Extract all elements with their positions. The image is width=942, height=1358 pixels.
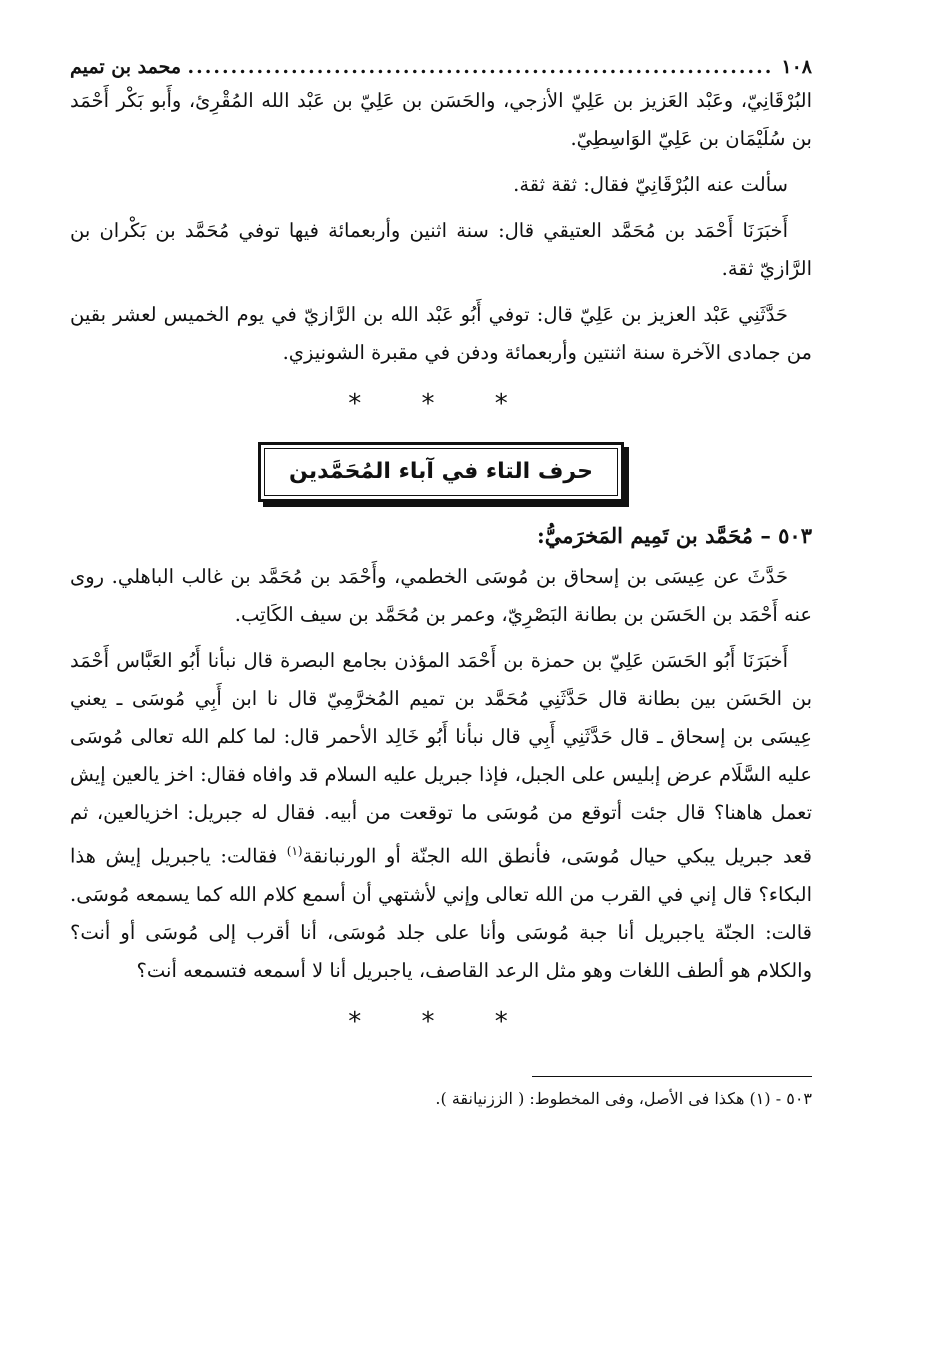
section-separator: * * * — [348, 1006, 534, 1037]
section-title-frame — [258, 442, 624, 502]
paragraph-text: فقالت: ياجبريل إيش هذا البكاء؟ قال إني في القرب من الله تعالى وإني لأشتهي أن أسمع كلام الله كما يسمعه مُوسَى. قالت: الجنّة ياجبريل أنا جبة مُوسَى وأنا على جلد مُوسَى، أنا أقرب إلى مُوسَى أو أنت؟ والكلام هو ألطف اللغات وهو مثل الرعد القاصف، ياجبريل أنا لا أسمعه فتسمعه أنت؟ — [70, 844, 812, 982]
running-title: محمد بن تميم — [70, 56, 182, 78]
section-title: حرف التاء في آباء المُحَمَّدين — [264, 448, 618, 496]
paragraph: حَدَّثَ عن عِيسَى بن إسحاق بن مُوسَى الخطمي، وأَحْمَد بن مُحَمَّد بن غالب الباهلي. روى عنه أَحْمَد بن الحَسَن بن بطانة البَصْرِيّ، وعمر بن مُحَمَّد بن سيف الكَاتِب. — [70, 565, 812, 626]
running-header — [70, 52, 812, 82]
page-number: ١٠٨ — [781, 56, 812, 78]
paragraph: سألت عنه البُرْقَانِيّ فقال: ثقة ثقة. — [513, 173, 788, 196]
paragraph: البُرْقَانِيّ، وعَبْد العَزيز بن عَلِيّ الأزجي، والحَسَن بن عَلِيّ بن عَبْد الله المُقْرِئ، وأَبو بَكْر أَحْمَد بن سُلَيْمَان بن عَلِيّ الوَاسِطِيّ. — [70, 89, 812, 150]
footnote-marker[interactable]: (١) — [286, 844, 303, 858]
paragraph — [70, 642, 812, 990]
footnote: ٥٠٣ - (١) هكذا فى الأصل، وفى المخطوط: ( الززنيانقة ). — [435, 1088, 812, 1108]
entry-heading: ٥٠٣ – مُحَمَّد بن تَمِيم المَخرَميُّ: — [536, 523, 812, 548]
paragraph: حَدَّثَنِي عَبْد العزيز بن عَلِيّ قال: توفي أَبُو عَبْد الله بن الرَّازيّ في يوم الخميس لعشر بقين من جمادى الآخرة سنة اثنتين وأربعمائة ودفن في مقبرة الشونيزي. — [70, 303, 812, 364]
paragraph-text: أَخبَرَنَا أَبُو الحَسَن عَلِيّ بن حمزة بن أَحْمَد المؤذن بجامع البصرة قال نبأنا أَبُو العَبَّاس أَحْمَد بن الحَسَن بين بطانة قال حَدَّثَنِي مُحَمَّد بن تميم المُخرَّمِيّ قال نا ابن أَبِي مُوسَى ـ يعني عِيسَى بن إسحاق ـ قال حَدَّثَنِي أَبِي قال نبأنا أَبُو خَالِد الأحمر قال: لما كلم الله تعالى مُوسَى عليه السَّلَام عرض إبليس على الجبل، فإذا جبريل عليه السلام قد وافاه فقال: اخز يالعين إيش تعمل هاهنا؟ قال جئت أتوقع من مُوسَى ما توقعت من أبيه. فقال له جبريل: اخزيالعين، ثم قعد جبريل يبكي حيال مُوسَى، فأنطق الله الجنّة أو الورنبانقة — [70, 649, 812, 868]
footnote-divider — [532, 1076, 812, 1077]
section-separator: * * * — [348, 389, 534, 419]
paragraph: أَخبَرَنَا أَحْمَد بن مُحَمَّد العتيقي قال: سنة اثنين وأربعمائة فيها توفي مُحَمَّد بن بَكْران بن الرَّازيّ ثقة. — [70, 219, 812, 280]
book-page — [70, 52, 812, 1113]
leader-dots — [189, 52, 773, 82]
